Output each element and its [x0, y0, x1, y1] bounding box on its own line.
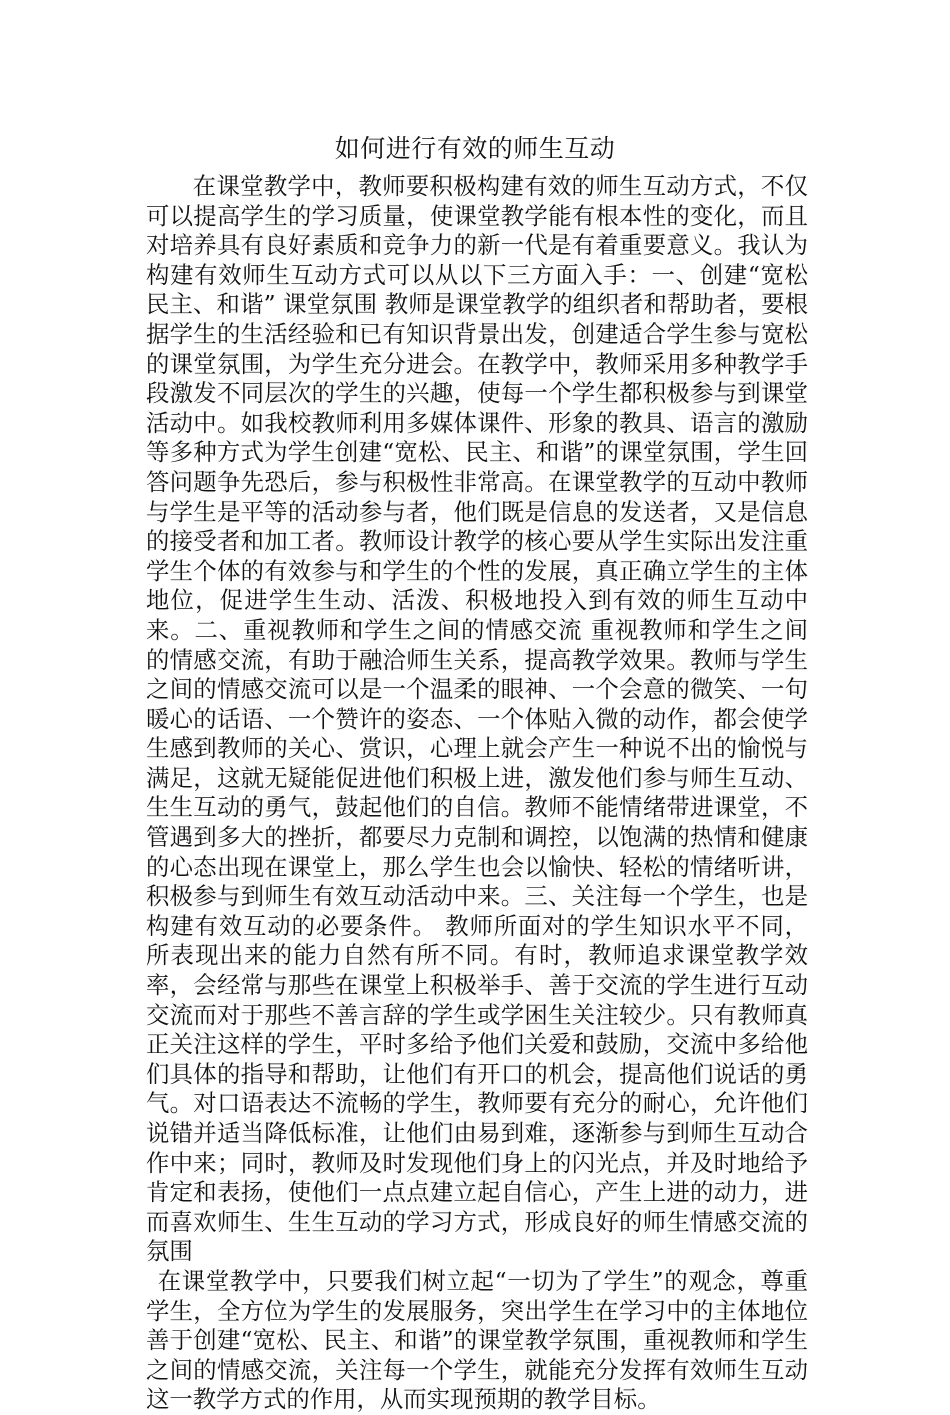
document-body [146, 172, 808, 1415]
document-title: 如何进行有效的师生互动 [334, 134, 616, 163]
body-paragraph-1: 在课堂教学中，教师要积极构建有效的师生互动方式，不仅可以提高学生的学习质量，使课堂教学能有根本性的变化，而且对培养具有良好素质和竞争力的新一代是有着重要意义。我认为构建有效师生互动方式可以从以下三方面入手：一、创建“宽松民主、和谐” 课堂氛围 教师是课堂教学的组织者和帮助者，要根据学生的生活经验和已有知识背景出发，创建适合学生参与宽松的课堂氛围，为学生充分进会。在教学中，教师采用多种教学手段激发不同层次的学生的兴趣，使每一个学生都积极参与到课堂活动中。如我校教师利用多媒体课件、形象的教具、语言的激励等多种方式为学生创建“宽松、民主、和谐”的课堂氛围，学生回答问题争先恐后，参与积极性非常高。在课堂教学的互动中教师与学生是平等的活动参与者，他们既是信息的发送者，又是信息的接受者和加工者。教师设计教学的核心要从学生实际出发注重学生个体的有效参与和学生的个性的发展，真正确立学生的主体地位，促进学生生动、活泼、积极地投入到有效的师生互动中来。二、重视教师和学生之间的情感交流 重视教师和学生之间的情感交流，有助于融洽师生关系，提高教学效果。教师与学生之间的情感交流可以是一个温柔的眼神、一个会意的微笑、一句暖心的话语、一个赞许的姿态、一个体贴入微的动作，都会使学生感到教师的关心、赏识，心理上就会产生一种说不出的愉悦与满足，这就无疑能促进他们积极上进，激发他们参与师生互动、生生互动的勇气，鼓起他们的自信。教师不能情绪带进课堂，不管遇到多大的挫折，都要尽力克制和调控，以饱满的热情和健康的心态出现在课堂上，那么学生也会以愉快、轻松的情绪听讲，积极参与到师生有效互动活动中来。三、关注每一个学生，也是构建有效互动的必要条件。 教师所面对的学生知识水平不同，所表现出来的能力自然有所不同。有时，教师追求课堂教学效率，会经常与那些在课堂上积极举手、善于交流的学生进行互动交流而对于那些不善言辞的学生或学困生关注较少。只有教师真正关注这样的学生，平时多给予他们关爱和鼓励，交流中多给他们具体的指导和帮助，让他们有开口的机会，提高他们说话的勇气。对口语表达不流畅的学生，教师要有充分的耐心，允许他们说错并适当降低标准，让他们由易到难，逐渐参与到师生互动合作中来；同时，教师及时发现他们身上的闪光点，并及时地给予肯定和表扬，使他们一点点建立起自信心，产生上进的动力，进而喜欢师生、生生互动的学习方式，形成良好的师生情感交流的氛围 [146, 172, 808, 1266]
body-paragraph-2: 在课堂教学中，只要我们树立起“一切为了学生”的观念，尊重学生，全方位为学生的发展服务，突出学生在学习中的主体地位善于创建“宽松、民主、和谐”的课堂教学氛围，重视教师和学生之间的情感交流，关注每一个学生，就能充分发挥有效师生互动这一教学方式的作用，从而实现预期的教学目标。 [146, 1266, 808, 1414]
